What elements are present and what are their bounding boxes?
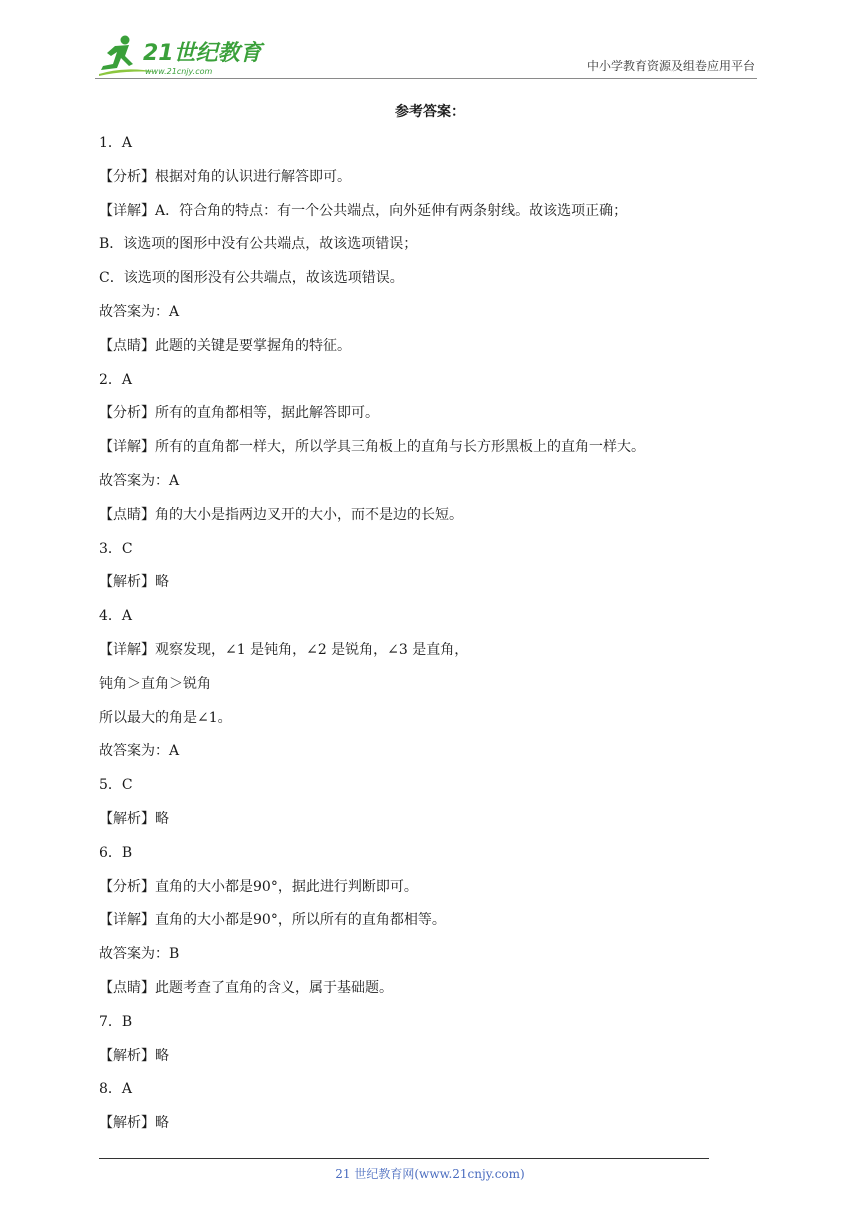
answer-line: 【点睛】角的大小是指两边叉开的大小，而不是边的长短。 [99, 506, 463, 523]
answer-line: 故答案为：A [99, 472, 180, 489]
answer-line: 【详解】A．符合角的特点：有一个公共端点，向外延伸有两条射线。故该选项正确； [99, 202, 628, 219]
answer-line: 【详解】观察发现，∠1 是钝角，∠2 是锐角，∠3 是直角， [99, 641, 469, 658]
logo [95, 30, 265, 78]
answer-line: C．该选项的图形没有公共端点，故该选项错误。 [99, 270, 404, 287]
answer-line: 【详解】所有的直角都一样大，所以学具三角板上的直角与长方形黑板上的直角一样大。 [99, 439, 645, 456]
page-title: 参考答案： [395, 104, 465, 120]
answer-line: 4．A [99, 608, 133, 625]
logo-url: www.21cnjy.com [145, 67, 213, 76]
answer-line: 【点睛】此题的关键是要掌握角的特征。 [99, 337, 351, 354]
answer-line: 7．B [99, 1013, 133, 1030]
answer-line: B．该选项的图形中没有公共端点，故该选项错误； [99, 236, 418, 253]
answer-line: 故答案为：A [99, 743, 180, 760]
answer-line: 【详解】直角的大小都是90°，所以所有的直角都相等。 [99, 912, 446, 929]
answer-line: 钝角＞直角＞锐角 [99, 675, 211, 692]
answer-line: 3．C [99, 540, 133, 557]
answer-line: 【分析】直角的大小都是90°，据此进行判断即可。 [99, 878, 418, 895]
answer-list [99, 127, 759, 1141]
answer-line: 【解析】略 [99, 1115, 169, 1132]
header-divider [95, 78, 757, 79]
answer-line: 1．A [99, 135, 133, 151]
answer-line: 故答案为：B [99, 946, 180, 963]
answer-line: 5．C [99, 777, 133, 794]
answer-line: 【解析】略 [99, 1047, 169, 1064]
answer-line: 【解析】略 [99, 574, 169, 591]
answer-line: 【分析】根据对角的认识进行解答即可。 [99, 168, 351, 185]
footer-text: 21 世纪教育网(www.21cnjy.com) [335, 1167, 525, 1181]
logo-text: 21世纪教育 [143, 41, 262, 66]
page-header [95, 30, 755, 78]
answer-line: 2．A [99, 371, 133, 388]
answer-line: 【分析】所有的直角都相等，据此解答即可。 [99, 405, 379, 422]
answer-line: 【点睛】此题考查了直角的含义，属于基础题。 [99, 979, 393, 996]
platform-name: 中小学教育资源及组卷应用平台 [586, 59, 755, 73]
answer-line: 6．B [99, 844, 133, 861]
answer-line: 【解析】略 [99, 810, 169, 827]
answer-line: 8．A [99, 1081, 133, 1098]
answer-line: 所以最大的角是∠1。 [99, 709, 232, 726]
footer-divider [99, 1158, 709, 1159]
answer-line: 故答案为：A [99, 303, 180, 320]
